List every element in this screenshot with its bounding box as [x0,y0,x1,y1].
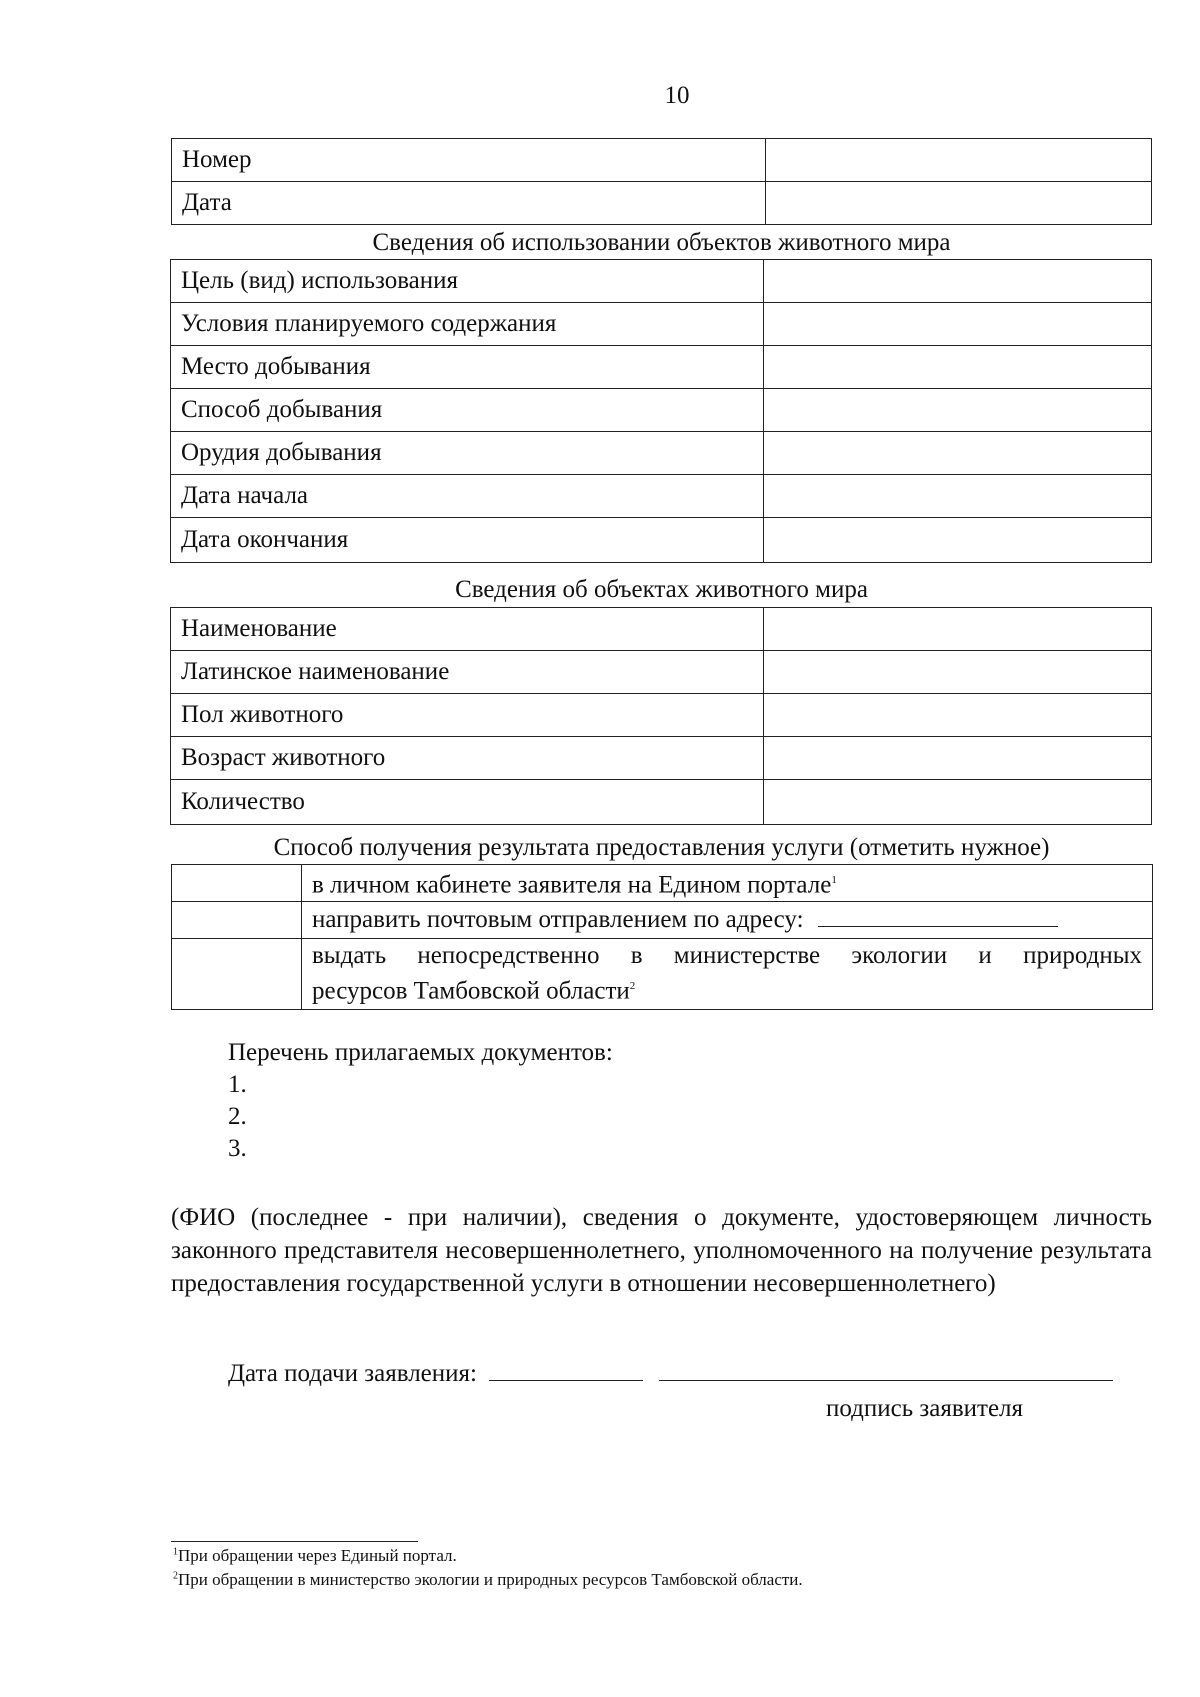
row-value-field[interactable] [764,346,1152,389]
page-number: 10 [664,82,690,109]
row-value-field[interactable] [764,737,1152,780]
row-label: Возраст животного [171,737,764,780]
table-row [171,260,1152,303]
option-label: направить почтовым отправлением по адресу: [312,906,804,933]
table-row [171,475,1152,518]
table-row [172,939,1153,1010]
table-row [171,432,1152,475]
row-label: Пол животного [171,694,764,737]
footnote-divider [171,1541,418,1542]
row-value-field[interactable] [764,260,1152,303]
table-row [171,303,1152,346]
row-label: Способ добывания [171,389,764,432]
row-label: Цель (вид) использования [171,260,764,303]
footnote-mark: 1 [831,874,837,887]
table-row [171,780,1152,825]
option-checkbox[interactable] [172,902,302,939]
row-value-field[interactable] [764,475,1152,518]
table-row [172,182,1152,225]
row-label: Орудия добывания [171,432,764,475]
row-value-field[interactable] [764,651,1152,694]
row-value-field[interactable] [764,608,1152,651]
row-label: Дата окончания [171,518,764,563]
table-row [172,865,1153,902]
footnote [173,1570,803,1590]
row-value-field[interactable] [764,694,1152,737]
objects-table [170,607,1152,825]
documents-title: Перечень прилагаемых документов: [228,1039,613,1066]
row-value-field[interactable] [764,389,1152,432]
documents-list [228,1037,613,1165]
option-text [302,865,1153,902]
row-label: Дата начала [171,475,764,518]
list-item: 2. [228,1103,247,1130]
option-checkbox[interactable] [172,865,302,902]
submission-date-row [228,1360,1113,1388]
list-item: 3. [228,1135,247,1162]
option-label-line: ресурсов Тамбовской области$^2$ [312,977,636,1005]
footnote-mark: 1 [173,1546,178,1558]
row-value-field[interactable] [764,303,1152,346]
result-method-table [171,864,1153,1010]
option-label-line: выдать непосредственно в министерстве экологии и природных [312,942,1142,970]
objects-section-title: Сведения об объектах животного мира [455,576,868,603]
row-value-field[interactable] [764,518,1152,563]
usage-section-title: Сведения об использовании объектов животного мира [372,229,951,256]
option-text [302,902,1153,939]
result-section-title: Способ получения результата предоставления услуги (отметить нужное) [273,834,1050,861]
date-blank-line[interactable] [489,1360,643,1381]
row-label: Наименование [171,608,764,651]
footnote-text: При обращении в министерство экологии и природных ресурсов Тамбовской области. [178,1570,803,1589]
footnote-text: При обращении через Единый портал. [178,1546,457,1565]
table-row [171,608,1152,651]
row-value-field[interactable] [764,432,1152,475]
submission-date-label: Дата подачи заявления: [228,1360,477,1387]
registration-table [171,138,1152,225]
row-label: Количество [171,780,764,825]
table-row [171,346,1152,389]
address-blank-line[interactable] [818,906,1058,927]
option-text [302,939,1153,1010]
footnote-mark: 2 [173,1570,178,1582]
table-row [171,651,1152,694]
representative-note: (ФИО (последнее - при наличии), сведения о документе, удостоверяющем личность законного представителя несовершеннолетнего, уполномоченного на получение результата предоставления государственной услуги в отношении несовершеннолетнего) [171,1204,1152,1297]
option-label: в личном кабинете заявителя на Едином портале [312,871,832,899]
row-label: Номер [172,139,766,182]
row-label: Место добывания [171,346,764,389]
row-label: Условия планируемого содержания [171,303,764,346]
usage-table [170,259,1152,563]
table-row [172,902,1153,939]
table-row [171,737,1152,780]
row-value-field[interactable] [764,780,1152,825]
table-row [172,139,1152,182]
row-value-field[interactable] [766,139,1152,182]
table-row [171,518,1152,563]
table-row [171,694,1152,737]
signature-blank-line[interactable] [659,1360,1113,1381]
list-item: 1. [228,1071,247,1098]
option-checkbox[interactable] [172,939,302,1010]
signature-caption: подпись заявителя [826,1395,1024,1422]
row-label: Латинское наименование [171,651,764,694]
row-label: Дата [172,182,766,225]
table-row [171,389,1152,432]
row-value-field[interactable] [766,182,1152,225]
footnote-mark: 2 [629,980,636,993]
footnote [173,1546,457,1566]
